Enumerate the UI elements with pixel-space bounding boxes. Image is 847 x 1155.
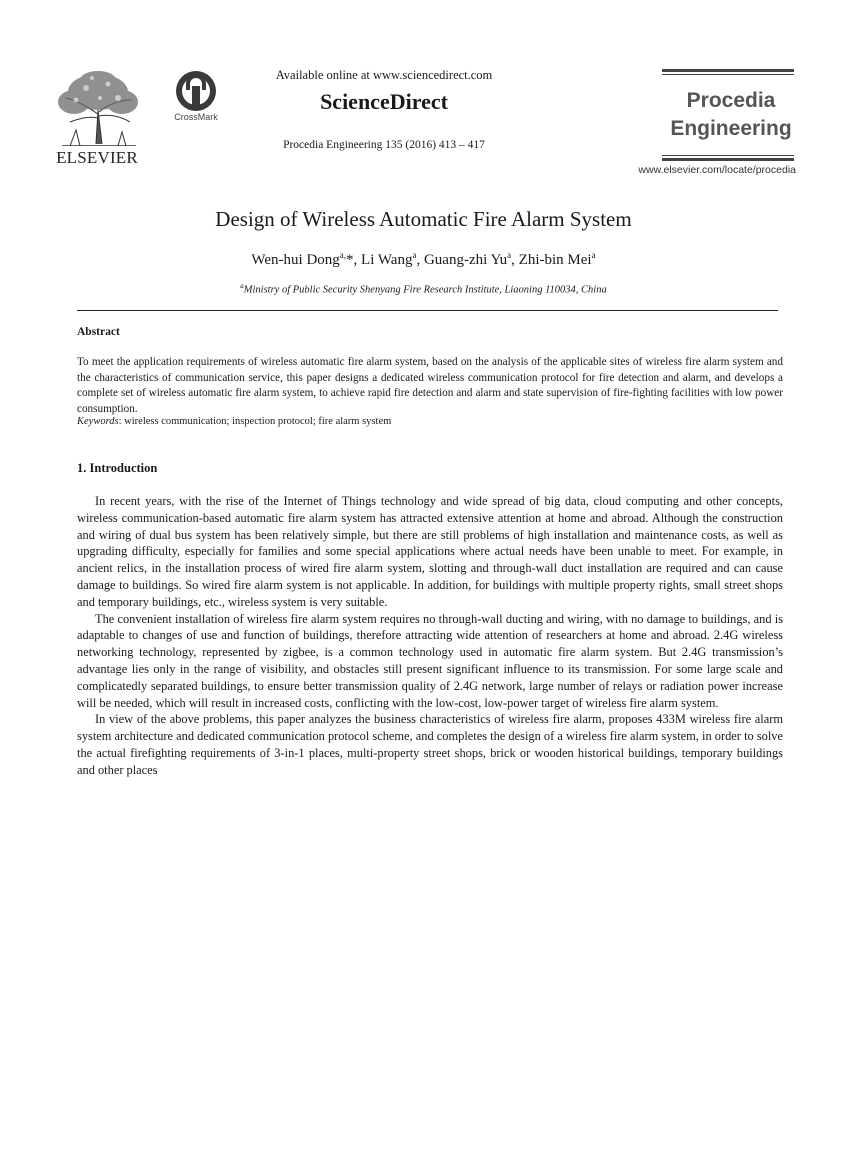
affiliation-marker: a xyxy=(240,282,244,290)
author-sup: a xyxy=(412,250,417,260)
logo-rule xyxy=(662,69,794,72)
journal-url[interactable]: www.elsevier.com/locate/procedia xyxy=(638,164,796,176)
paragraph: In view of the above problems, this paper analyzes the business characteristics of wireless fire alarm, proposes 433M wireless fire alarm system architecture and dedicated communication protocol scheme, and completes the design of a wireless fire alarm system, in order to solve the actual firefighting requirements of 3-in-1 places, multi-property street shops, brick or wooden historical buildings, temporary buildings and other places xyxy=(77,712,783,777)
abstract-text: To meet the application requirements of wireless automatic fire alarm system, based on the analysis of the applicable sites of wireless fire alarm system and the characteristics of communication service, this paper designs a dedicated wireless communication protocol for fire detection and alarm, and develops a complete set of wireless automatic fire alarm system, to achieve rapid fire detection and alarm and state supervision of fire-fighting facilities with low power consumption. xyxy=(77,356,783,415)
author-sup: a xyxy=(507,250,512,260)
crossmark-label: CrossMark xyxy=(174,112,218,122)
journal-reference: Procedia Engineering 135 (2016) 413 – 417 xyxy=(283,139,485,151)
author-sup: a xyxy=(591,250,596,260)
publisher-name: ELSEVIER xyxy=(56,148,138,167)
keywords-text: : wireless communication; inspection protocol; fire alarm system xyxy=(118,416,392,427)
tree-icon xyxy=(56,70,140,146)
section-heading: 1. Introduction xyxy=(77,461,158,475)
affiliation-text: Ministry of Public Security Shenyang Fire Research Institute, Liaoning 110034, China xyxy=(243,284,607,296)
author-name[interactable]: Li Wang xyxy=(361,252,413,268)
keywords xyxy=(77,416,783,427)
author-name[interactable]: Zhi-bin Mei xyxy=(518,252,592,268)
section-body xyxy=(77,493,783,779)
logo-rule xyxy=(662,158,794,161)
journal-logo-line1: Procedia xyxy=(686,89,776,112)
author-name[interactable]: Wen-hui Dong xyxy=(251,252,340,268)
crossmark-icon xyxy=(174,70,218,112)
header-center xyxy=(226,68,542,151)
paragraph: The convenient installation of wireless fire alarm system requires no through-wall ducting and wiring, with no damage to buildings, and is adaptable to changes of use and function of buildings, therefore attracting wide attention of researchers at home and abroad. 2.4G wireless networking technology, represented by zigbee, is a common technology used in automatic fire alarm system. But 2.4G transmission’s advantage lies only in the range of visibility, and obstacles still present significant influence to its transmission. For some large scale and complicatedly separated buildings, to ensure better transmission quality of 2.4G network, large number of relays or radiation power increase will be needed, which will result in increased costs, conflicting with the low-cost, low-power target of wireless fire alarm system. xyxy=(77,611,783,710)
affiliation xyxy=(0,282,847,296)
keywords-label: Keywords xyxy=(77,416,119,427)
author-name[interactable]: Guang-zhi Yu xyxy=(423,252,508,268)
journal-logo-name xyxy=(666,87,796,143)
available-online: Available online at www.sciencedirect.com xyxy=(275,68,493,82)
author-sep: , xyxy=(511,252,519,268)
author-sup: a, xyxy=(339,250,347,260)
elsevier-logo[interactable] xyxy=(52,70,142,168)
paragraph: In recent years, with the rise of the Internet of Things technology and wide spread of big data, cloud computing and other concepts, wireless communication-based automatic fire alarm system has attracted extensive attention at home and abroad. Although the construction and wiring of dual bus system has been relatively simple, but there are still problems of high installation and maintenance costs, as well as upgrading difficulty, especially for families and some special applications where actual needs have been unable to meet. For example, in ancient relics, in the installation process of wired fire alarm system, slotting and through-wall duct installation are required and can cause damage to buildings. So wired fire alarm system is not applicable. In addition, for buildings with multiple property rights, small street shops and temporary buildings, etc., wireless system is very suitable. xyxy=(77,494,783,609)
platform-name[interactable]: ScienceDirect xyxy=(320,89,448,114)
logo-rule xyxy=(662,155,794,156)
author-list xyxy=(0,250,847,269)
author-sep: , xyxy=(416,252,424,268)
logo-rule xyxy=(662,74,794,75)
crossmark-badge[interactable] xyxy=(170,70,222,126)
paper-title: Design of Wireless Automatic Fire Alarm System xyxy=(215,207,632,231)
abstract-heading: Abstract xyxy=(77,326,120,338)
divider xyxy=(77,310,778,311)
journal-logo-line2: Engineering xyxy=(670,117,792,140)
author-sep: *, xyxy=(346,252,362,268)
